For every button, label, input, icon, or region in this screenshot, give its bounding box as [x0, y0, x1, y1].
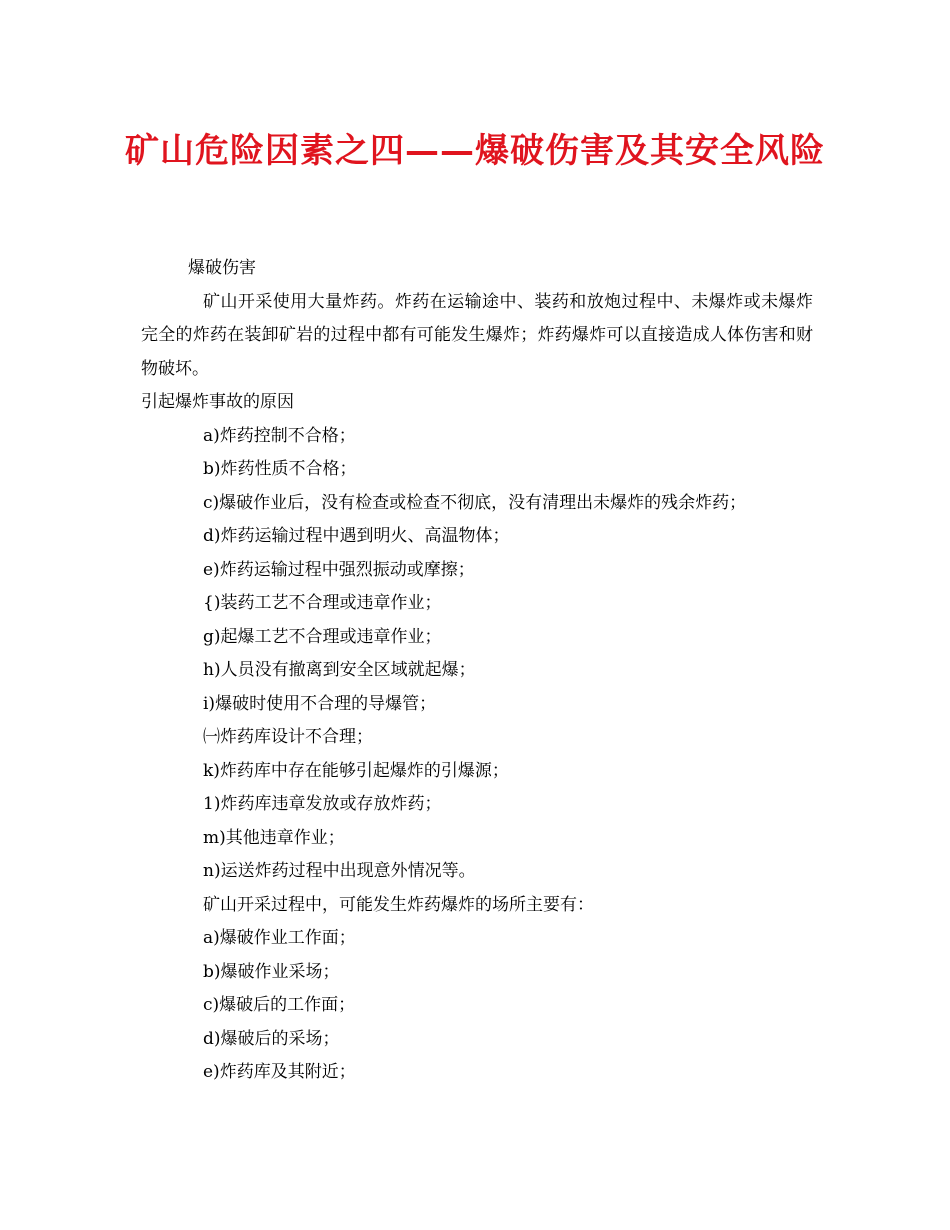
section-heading: 爆破伤害: [188, 258, 256, 278]
cause-item-g: g)起爆工艺不合理或违章作业；: [203, 626, 442, 647]
cause-item-j: ㈠炸药库设计不合理；: [203, 727, 373, 747]
location-item-c: c)爆破后的工作面；: [203, 995, 356, 1015]
cause-item-b: b)炸药性质不合格；: [203, 459, 357, 479]
cause-item-c: c)爆破作业后，没有检查或检查不彻底，没有清理出未爆炸的残余炸药；: [203, 492, 747, 513]
cause-item-f: {)装药工艺不合理或违章作业；: [203, 593, 442, 613]
location-item-b: b)爆破作业采场；: [203, 961, 340, 982]
cause-item-l: 1)炸药库违章发放或存放炸药；: [203, 794, 442, 814]
cause-item-i: i)爆破时使用不合理的导爆管；: [203, 693, 437, 714]
location-item-d: d)爆破后的采场；: [203, 1028, 340, 1049]
locations-heading: 矿山开采过程中，可能发生炸药爆炸的场所主要有：: [203, 894, 594, 915]
cause-item-k: k)炸药库中存在能够引起爆炸的引爆源；: [203, 760, 509, 781]
cause-item-a: a)炸药控制不合格；: [203, 425, 356, 446]
location-item-a: a)爆破作业工作面；: [203, 928, 356, 948]
causes-list: [141, 420, 813, 889]
causes-heading: 引起爆炸事故的原因: [141, 392, 294, 412]
cause-item-h: h)人员没有撤离到安全区域就起爆；: [203, 660, 476, 680]
location-item-e: e)炸药库及其附近；: [203, 1062, 356, 1082]
intro-paragraph: 矿山开采使用大量炸药。炸药在运输途中、装药和放炮过程中、未爆炸或未爆炸完全的炸药在装卸矿岩的过程中都有可能发生爆炸；炸药爆炸可以直接造成人体伤害和财物破坏。: [141, 291, 813, 379]
cause-item-d: d)炸药运输过程中遇到明火、高温物体；: [203, 526, 510, 546]
document-title: 矿山危险因素之四——爆破伤害及其安全风险: [125, 131, 825, 171]
cause-item-n: n)运送炸药过程中出现意外情况等。: [203, 861, 476, 881]
cause-item-e: e)炸药运输过程中强烈振动或摩擦；: [203, 559, 475, 580]
document-body: [141, 252, 813, 1090]
locations-list: [141, 922, 813, 1090]
cause-item-m: m)其他违章作业；: [203, 827, 345, 848]
